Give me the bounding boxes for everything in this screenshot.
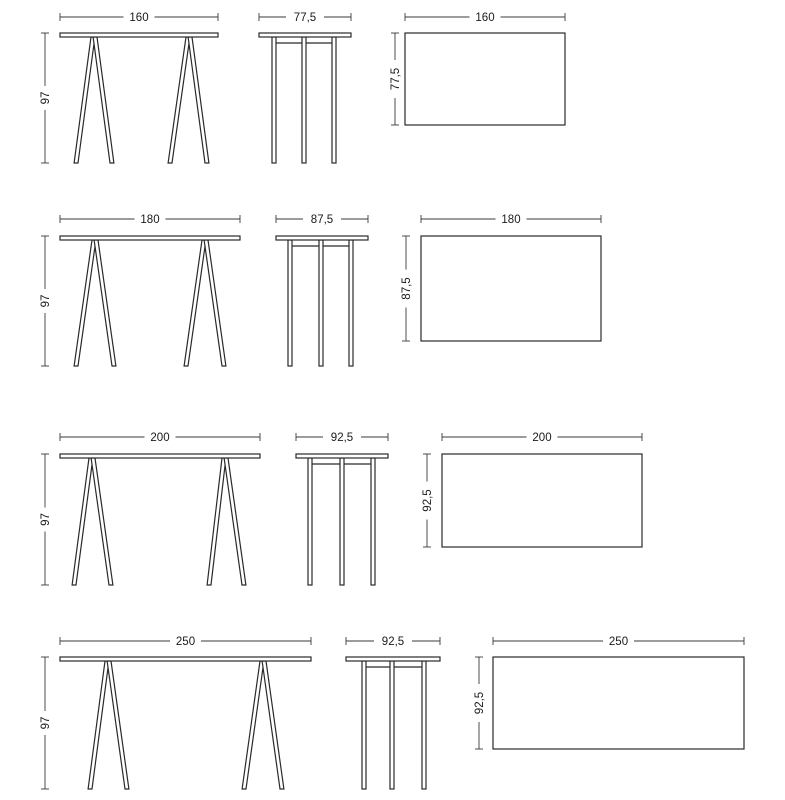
side-leg — [340, 458, 344, 585]
front-view — [38, 634, 311, 789]
table-top-outline — [405, 33, 565, 125]
plan-view — [420, 430, 642, 547]
dimension-label: 77,5 — [390, 67, 402, 91]
height-dimension — [38, 33, 52, 163]
dimension-label: 92,5 — [422, 489, 434, 512]
width-dimension — [60, 10, 218, 24]
dimension-label: 92,5 — [381, 636, 405, 648]
table-top-outline — [493, 657, 744, 749]
trestle-leg — [207, 458, 226, 585]
trestle-leg — [204, 240, 226, 366]
trestle-leg — [262, 661, 284, 789]
table-row-1 — [38, 10, 565, 163]
table-top-outline — [442, 454, 642, 547]
width-dimension — [60, 430, 260, 444]
side-leg — [422, 661, 426, 789]
width-dimension — [60, 212, 240, 226]
depth-dimension — [388, 33, 402, 125]
dimension-label: 97 — [40, 513, 52, 526]
depth-dimension — [472, 657, 486, 749]
trestle — [207, 458, 246, 585]
dimension-label: 250 — [608, 636, 629, 648]
width-dimension — [493, 634, 744, 648]
depth-dimension — [399, 236, 413, 341]
plan-view — [472, 634, 744, 749]
trestle — [88, 661, 129, 789]
plan-view — [388, 10, 565, 125]
trestle-leg — [72, 458, 93, 585]
dimension-label: 97 — [40, 294, 52, 308]
table-top — [296, 454, 388, 458]
side-view — [259, 10, 351, 163]
width-dimension — [421, 212, 601, 226]
trestle-leg — [188, 37, 209, 163]
trestle-leg — [184, 240, 206, 366]
trestle-leg — [224, 458, 246, 585]
trestle-leg — [94, 240, 116, 366]
dimension-label: 180 — [140, 214, 160, 226]
side-leg — [362, 661, 366, 789]
trestle — [72, 458, 113, 585]
depth-dimension — [420, 454, 434, 547]
plan-view — [399, 212, 601, 341]
side-leg — [319, 240, 323, 366]
table-top — [60, 33, 218, 37]
table-top — [259, 33, 351, 37]
table-top — [346, 657, 440, 661]
dimension-label: 77,5 — [293, 12, 317, 24]
depth-dimension — [259, 10, 351, 24]
front-view — [38, 212, 240, 366]
trestle-leg — [74, 37, 95, 163]
height-dimension — [38, 454, 52, 585]
dimension-label: 160 — [129, 12, 149, 24]
front-view — [38, 10, 218, 163]
side-view — [296, 430, 388, 585]
dimension-label: 200 — [150, 432, 170, 444]
table-top — [60, 454, 260, 458]
table-top — [60, 236, 240, 240]
trestle-leg — [93, 37, 114, 163]
side-leg — [308, 458, 312, 585]
trestle — [184, 240, 226, 366]
trestle-leg — [74, 240, 96, 366]
trestle-leg — [107, 661, 129, 789]
table-row-2 — [38, 212, 601, 366]
height-dimension — [38, 657, 52, 789]
dimension-label: 92,5 — [330, 432, 354, 444]
table-row-4 — [38, 634, 744, 789]
side-leg — [332, 37, 336, 163]
trestle-leg — [91, 458, 113, 585]
side-leg — [288, 240, 292, 366]
side-view — [346, 634, 440, 789]
table-row-3 — [38, 430, 642, 585]
dimension-label: 200 — [532, 432, 552, 444]
width-dimension — [442, 430, 642, 444]
dimension-label: 180 — [501, 214, 521, 226]
depth-dimension — [296, 430, 388, 444]
side-view — [276, 212, 368, 366]
trestle — [74, 37, 114, 163]
side-leg — [272, 37, 276, 163]
dimension-label: 97 — [40, 91, 52, 105]
depth-dimension — [346, 634, 440, 648]
trestle-leg — [168, 37, 190, 163]
table-top — [60, 657, 311, 661]
dimension-label: 97 — [40, 716, 52, 730]
trestle — [242, 661, 284, 789]
side-leg — [371, 458, 375, 585]
table-top-outline — [421, 236, 601, 341]
dimension-label: 87,5 — [310, 214, 334, 226]
width-dimension — [60, 634, 311, 648]
dimension-label: 92,5 — [474, 691, 486, 715]
height-dimension — [38, 236, 52, 366]
depth-dimension — [276, 212, 368, 226]
side-leg — [349, 240, 353, 366]
side-leg — [302, 37, 306, 163]
trestle — [74, 240, 116, 366]
trestle-leg — [88, 661, 109, 789]
dimension-label: 160 — [475, 12, 495, 24]
dimension-label: 250 — [175, 636, 196, 648]
width-dimension — [405, 10, 565, 24]
dimension-label: 87,5 — [401, 277, 413, 300]
table-top — [276, 236, 368, 240]
trestle — [168, 37, 209, 163]
side-leg — [390, 661, 394, 789]
front-view — [38, 430, 260, 585]
trestle-leg — [242, 661, 264, 789]
